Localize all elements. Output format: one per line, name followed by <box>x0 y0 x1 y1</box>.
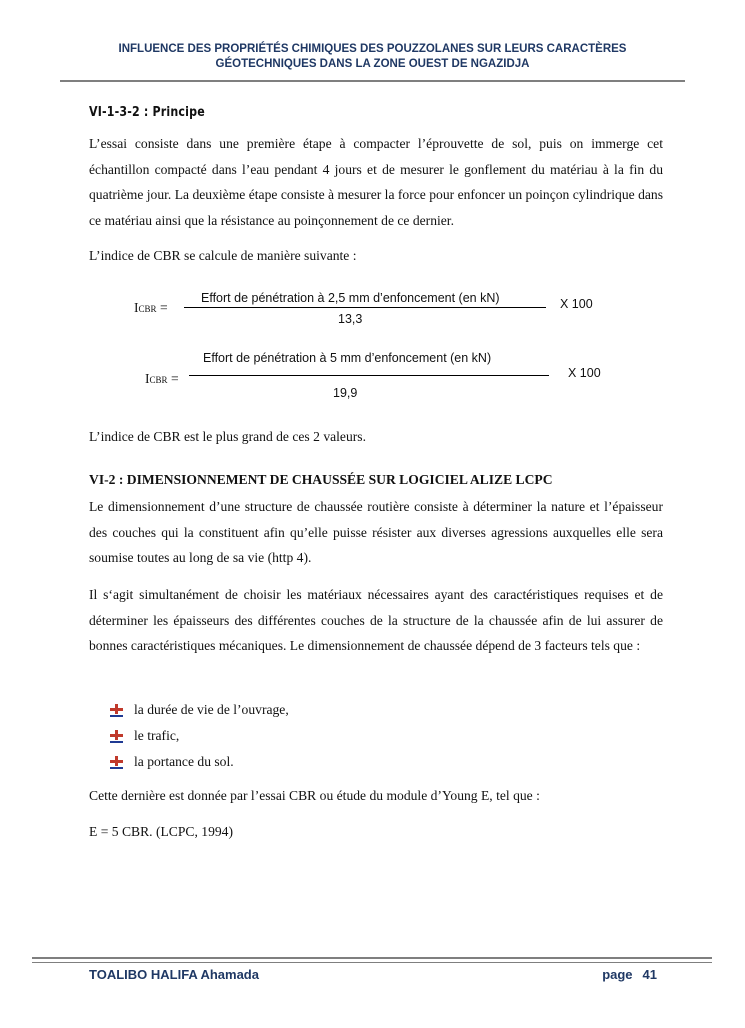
list-item-text: le trafic, <box>134 728 180 743</box>
formula-numerator: Effort de pénétration à 2,5 mm d’enfoncement (en kN) <box>201 291 500 305</box>
footer-author: TOALIBO HALIFA Ahamada <box>89 967 259 982</box>
bullet-icon <box>110 730 123 743</box>
section-heading-principle: VI-1-3-2 : Principe <box>89 104 205 120</box>
list-item-text: la portance du sol. <box>134 754 234 769</box>
closing-line-2: E = 5 CBR. (LCPC, 1994) <box>89 824 233 839</box>
calc-intro: L’indice de CBR se calcule de manière suivante : <box>89 248 357 263</box>
bullet-icon <box>110 704 123 717</box>
dimension-paragraph-2: Il s‘agit simultanément de choisir les matériaux nécessaires ayant des caractéristiques requises et de déterminer les épaisseurs des différentes couches de la structure de la chaussée afin de lui assurer de bonnes caractéristiques mécaniques. Le dimensionnement de chaussée dépend de 3 facteurs tels que : <box>89 587 663 653</box>
running-header <box>60 42 685 72</box>
formula-multiplier: X 100 <box>568 366 601 380</box>
fraction-bar <box>189 375 549 376</box>
list-item-text: la durée de vie de l’ouvrage, <box>134 702 289 717</box>
header-line-1: INFLUENCE DES PROPRIÉTÉS CHIMIQUES DES POUZZOLANES SUR LEURS CARACTÈRES <box>118 43 627 55</box>
list-item <box>110 697 289 723</box>
header-rule <box>60 80 685 82</box>
formula-lhs <box>145 371 179 387</box>
header-line-2: GÉOTECHNIQUES DANS LA ZONE OUEST DE NGAZIDJA <box>215 58 530 70</box>
formula-lhs-symbol: I <box>145 371 150 386</box>
formula-lhs-equals: = <box>167 371 179 386</box>
formula-lhs-symbol: I <box>134 300 139 315</box>
bullet-icon <box>110 756 123 769</box>
page-label: page <box>602 967 633 982</box>
footer-rule <box>32 957 712 959</box>
section-heading-dimensionnement: VI-2 : DIMENSIONNEMENT DE CHAUSSÉE SUR LOGICIEL ALIZE LCPC <box>89 472 553 487</box>
formula-denominator: 13,3 <box>338 312 363 326</box>
list-item <box>110 749 289 775</box>
formula-lhs-subscript: CBR <box>149 375 168 385</box>
formula-multiplier: X 100 <box>560 297 593 311</box>
formula-lhs <box>134 300 168 316</box>
page-number: 41 <box>642 967 657 982</box>
principle-paragraph: L’essai consiste dans une première étape à compacter l’éprouvette de sol, puis on immerge cet échantillon compacté dans l’eau pendant 4 jours et de mesurer le gonflement du matériau à la fin du quatrième jour. La deuxième étape consiste à mesurer la force pour enfoncer un poinçon cylindrique dans ce matériau ainsi que la résistance au poinçonnement de ce dernier. <box>89 136 663 228</box>
formula-lhs-equals: = <box>156 300 168 315</box>
factors-list <box>110 697 289 775</box>
cbr-conclusion: L’indice de CBR est le plus grand de ces 2 valeurs. <box>89 429 366 444</box>
footer-page <box>602 967 657 982</box>
list-item <box>110 723 289 749</box>
formula-numerator: Effort de pénétration à 5 mm d’enfoncement (en kN) <box>203 351 492 365</box>
formula-lhs-subscript: CBR <box>138 304 157 314</box>
formula-denominator: 19,9 <box>333 386 358 400</box>
dimension-paragraph-1: Le dimensionnement d’une structure de chaussée routière consiste à déterminer la nature et l’épaisseur des couches qui la constituent afin qu’elle puisse résister aux diverses agressions auxquelles elle sera soumise toutes au long de sa vie (http 4). <box>89 499 663 565</box>
footer-rule <box>32 962 712 963</box>
fraction-bar <box>184 307 546 308</box>
closing-line-1: Cette dernière est donnée par l’essai CBR ou étude du module d’Young E, tel que : <box>89 788 540 803</box>
